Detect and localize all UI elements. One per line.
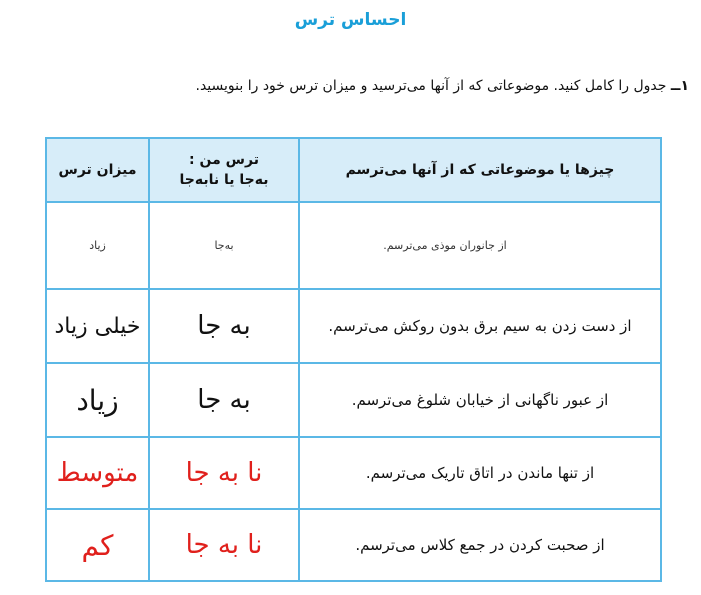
row-item: از تنها ماندن در اتاق تاریک می‌ترسم. <box>299 437 661 509</box>
row-item: از عبور ناگهانی از خیابان شلوغ می‌ترسم. <box>299 363 661 437</box>
table-header-row <box>46 138 661 202</box>
table-row <box>46 289 661 363</box>
table-row <box>46 509 661 581</box>
row-item: از صحبت کردن در جمع کلاس می‌ترسم. <box>299 509 661 581</box>
header-items: چیزها یا موضوعاتی که از آنها می‌ترسم <box>299 138 661 202</box>
row-level: متوسط <box>46 437 149 509</box>
row-item: از دست زدن به سیم برق بدون روکش می‌ترسم. <box>299 289 661 363</box>
table-row <box>46 437 661 509</box>
header-type <box>149 138 299 202</box>
instruction-number: ۱ــ <box>670 78 689 94</box>
sample-item: از جانوران موذی می‌ترسم. <box>299 202 661 289</box>
page-title: احساس ترس <box>294 10 407 30</box>
sample-row <box>46 202 661 289</box>
row-level: خیلی زیاد <box>46 289 149 363</box>
row-type: نا به جا <box>149 437 299 509</box>
table-row <box>46 363 661 437</box>
row-type: نا به جا <box>149 509 299 581</box>
fear-table <box>45 137 662 582</box>
row-type: به جا <box>149 289 299 363</box>
row-type: به جا <box>149 363 299 437</box>
row-level: کم <box>46 509 149 581</box>
header-type-line1: ترس من : <box>189 152 259 168</box>
sample-level: زیاد <box>46 202 149 289</box>
instruction-text: جدول را کامل کنید. موضوعاتی که از آنها می‌ترسید و میزان ترس خود را بنویسید. <box>195 78 667 94</box>
header-level: میزان ترس <box>46 138 149 202</box>
instruction <box>196 78 690 94</box>
sample-type: به‌جا <box>149 202 299 289</box>
row-level: زیاد <box>46 363 149 437</box>
header-type-line2: به‌جا یا نابه‌جا <box>179 172 269 188</box>
